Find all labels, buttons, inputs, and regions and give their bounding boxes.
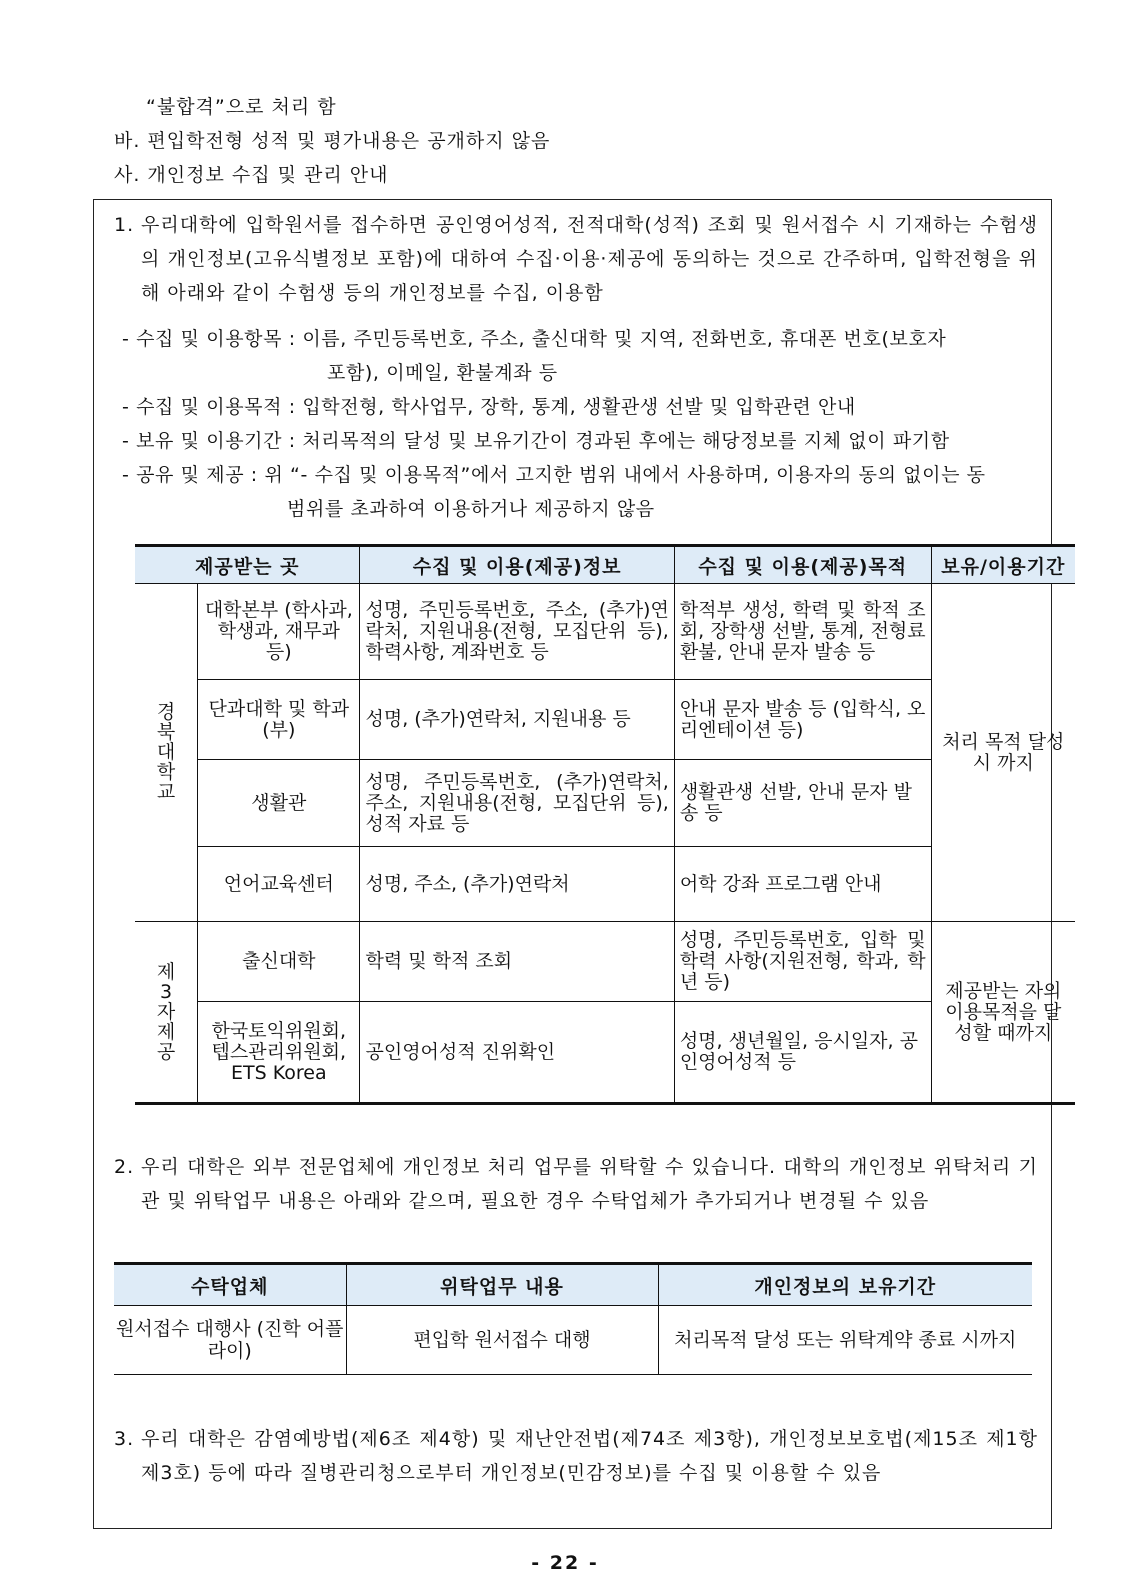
header-period: 보유/이용기간 xyxy=(931,546,1075,584)
bullet-continuation: 포함), 이메일, 환불계좌 등 xyxy=(327,362,558,384)
recipient-cell: 한국토익위원회, 텝스관리위원회, ETS Korea xyxy=(198,1002,360,1104)
info-cell: 성명, (추가)연락처, 지원내용 등 xyxy=(360,680,674,760)
recipient-cell: 대학본부 (학사과, 학생과, 재무과 등) xyxy=(198,584,360,680)
task-cell: 편입학 원서접수 대행 xyxy=(346,1306,658,1375)
header-task: 위탁업무 내용 xyxy=(346,1264,658,1306)
section1-paragraph xyxy=(114,208,1038,310)
provision-table xyxy=(135,544,1075,1105)
section3-paragraph xyxy=(114,1422,1038,1490)
section2-text: 우리 대학은 외부 전문업체에 개인정보 처리 업무를 위탁할 수 있습니다. 대학의 개인정보 위탁처리 기관 및 위탁업무 내용은 아래와 같으며, 필요한 경우 수탁업체가 추가되거나 변경될 수 있음 xyxy=(141,1156,1038,1212)
bullet-value: 입학전형, 학사업무, 장학, 통계, 생활관생 선발 및 입학관련 안내 xyxy=(302,396,856,418)
section3-number: 3. xyxy=(114,1428,135,1450)
recipient-cell: 단과대학 및 학과(부) xyxy=(198,680,360,760)
section1-text: 우리대학에 입학원서를 접수하면 공인영어성적, 전적대학(성적) 조회 및 원서접수 시 기재하는 수험생의 개인정보(고유식별정보 포함)에 대하여 수집·이용·제공에 동의하는 것으로 간주하며, 입학전형을 위해 아래와 같이 수험생 등의 개인정보를 수집, 이용함 xyxy=(141,214,1038,304)
table-row xyxy=(114,1306,1032,1375)
purpose-cell: 안내 문자 발송 등 (입학식, 오리엔테이션 등) xyxy=(674,680,931,760)
bullet-label: - 공유 및 제공 : xyxy=(122,464,265,486)
info-cell: 성명, 주민등록번호, 주소, (추가)연락처, 지원내용(전형, 모집단위 등), 학력사항, 계좌번호 등 xyxy=(360,584,674,680)
top-line-3: 사. 개인정보 수집 및 관리 안내 xyxy=(114,164,389,186)
group-label-knu: 경북대학교 xyxy=(135,584,198,922)
purpose-cell: 성명, 생년월일, 응시일자, 공인영어성적 등 xyxy=(674,1002,931,1104)
info-cell: 학력 및 학적 조회 xyxy=(360,922,674,1002)
info-cell: 성명, 주민등록번호, (추가)연락처, 주소, 지원내용(전형, 모집단위 등), 성적 자료 등 xyxy=(360,760,674,847)
bullet-label: - 수집 및 이용목적 : xyxy=(122,396,303,418)
section3-text: 우리 대학은 감염예방법(제6조 제4항) 및 재난안전법(제74조 제3항), 개인정보보호법(제15조 제1항 제3호) 등에 따라 질병관리청으로부터 개인정보(민감정보)를 수집 및 이용할 수 있음 xyxy=(141,1428,1038,1484)
group-label-third-party: 제3자 제공 xyxy=(135,922,198,1104)
header-info: 수집 및 이용(제공)정보 xyxy=(360,546,674,584)
bullet-sharing xyxy=(122,458,986,520)
recipient-cell: 언어교육센터 xyxy=(198,847,360,922)
bullet-retention-period xyxy=(122,424,950,458)
purpose-cell: 생활관생 선발, 안내 문자 발송 등 xyxy=(674,760,931,847)
recipient-cell: 출신대학 xyxy=(198,922,360,1002)
info-cell: 성명, 주소, (추가)연락처 xyxy=(360,847,674,922)
header-purpose: 수집 및 이용(제공)목적 xyxy=(674,546,931,584)
table-header-row xyxy=(114,1264,1032,1306)
purpose-cell: 성명, 주민등록번호, 입학 및 학력 사항(지원전형, 학과, 학년 등) xyxy=(674,922,931,1002)
section2-paragraph xyxy=(114,1150,1038,1218)
purpose-cell: 어학 강좌 프로그램 안내 xyxy=(674,847,931,922)
period-cell-knu: 처리 목적 달성시 까지 xyxy=(931,584,1075,922)
top-line-2: 바. 편입학전형 성적 및 평가내용은 공개하지 않음 xyxy=(114,130,551,152)
section2-number: 2. xyxy=(114,1156,135,1178)
bullet-label: - 수집 및 이용항목 : xyxy=(122,328,303,350)
header-company: 수탁업체 xyxy=(114,1264,346,1306)
company-cell: 원서접수 대행사 (진학 어플라이) xyxy=(114,1306,346,1375)
section1-number: 1. xyxy=(114,214,135,236)
bullet-value: 처리목적의 달성 및 보유기간이 경과된 후에는 해당정보를 지체 없이 파기함 xyxy=(302,430,950,452)
bullet-value: 위 “- 수집 및 이용목적”에서 고지한 범위 내에서 사용하며, 이용자의 동의 없이는 동 xyxy=(264,464,986,486)
table-row xyxy=(135,584,1075,680)
header-recipient: 제공받는 곳 xyxy=(135,546,360,584)
bullet-collect-purpose xyxy=(122,390,856,424)
outsourcing-table xyxy=(114,1262,1032,1375)
table-row xyxy=(135,922,1075,1002)
info-cell: 공인영어성적 진위확인 xyxy=(360,1002,674,1104)
period-cell-third-party: 제공받는 자의 이용목적을 달성할 때까지 xyxy=(931,922,1075,1104)
header-retention: 개인정보의 보유기간 xyxy=(658,1264,1032,1306)
bullet-collect-items xyxy=(122,322,947,384)
purpose-cell: 학적부 생성, 학력 및 학적 조회, 장학생 선발, 통계, 전형료 환불, 안내 문자 발송 등 xyxy=(674,584,931,680)
retention-cell: 처리목적 달성 또는 위탁계약 종료 시까지 xyxy=(658,1306,1032,1375)
bullet-continuation: 범위를 초과하여 이용하거나 제공하지 않음 xyxy=(287,498,655,520)
bullet-label: - 보유 및 이용기간 : xyxy=(122,430,303,452)
bullet-value: 이름, 주민등록번호, 주소, 출신대학 및 지역, 전화번호, 휴대폰 번호(보호자 xyxy=(302,328,947,350)
recipient-cell: 생활관 xyxy=(198,760,360,847)
table-header-row xyxy=(135,546,1075,584)
top-line-1: “불합격”으로 처리 함 xyxy=(146,96,337,118)
page-number: - 22 - xyxy=(531,1552,599,1574)
